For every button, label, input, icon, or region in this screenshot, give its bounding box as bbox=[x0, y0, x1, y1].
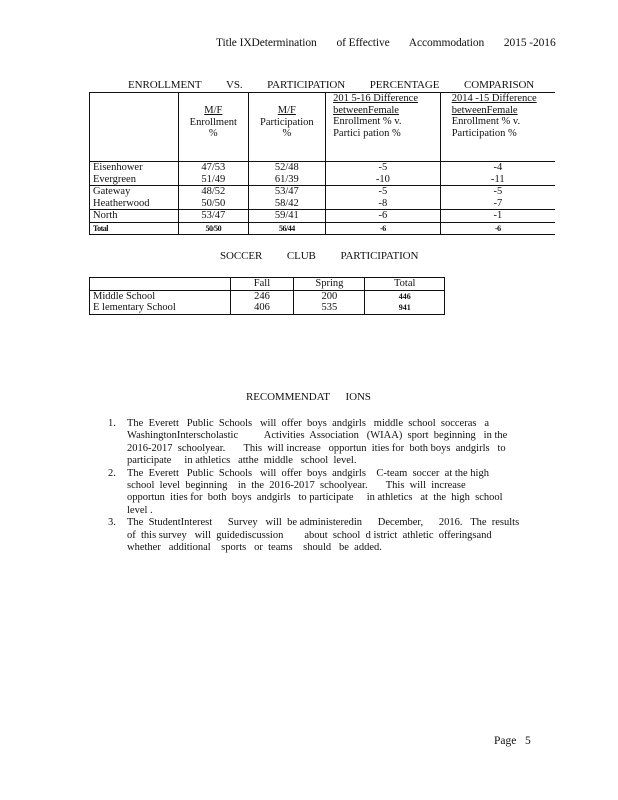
column-header: Spring bbox=[294, 278, 365, 291]
enroll-cell: 53/47 bbox=[178, 210, 248, 223]
rec-line: participate in athletics atthe middle school level. bbox=[127, 455, 357, 467]
diff-2014-cell: -1 bbox=[440, 210, 555, 223]
heading-word: PARTICIPATION bbox=[267, 79, 346, 91]
school-name: Gateway bbox=[90, 186, 179, 198]
diff-2015-cell: -5 bbox=[326, 186, 441, 198]
recommendation-item bbox=[108, 517, 528, 554]
table-row bbox=[90, 174, 556, 186]
header-line: % bbox=[282, 128, 292, 139]
diff-2014-cell: -7 bbox=[440, 198, 555, 210]
table-row bbox=[90, 186, 556, 198]
recommendation-item bbox=[108, 468, 528, 518]
table-row bbox=[90, 290, 445, 302]
header-diff-2014 bbox=[440, 93, 555, 162]
enroll-cell: 50/50 bbox=[178, 198, 248, 210]
school-name: Evergreen bbox=[90, 174, 179, 186]
soccer-header-row bbox=[90, 278, 445, 291]
enroll-cell: 47/53 bbox=[178, 162, 248, 174]
header-line: Enrollment % v. bbox=[451, 116, 521, 127]
enrollment-heading bbox=[128, 79, 556, 91]
table-row bbox=[90, 162, 556, 174]
heading-word: PARTICIPATION bbox=[340, 250, 419, 262]
diff-2014-cell: -5 bbox=[440, 186, 555, 198]
header-mf-enrollment bbox=[178, 93, 248, 162]
document-title bbox=[216, 37, 573, 49]
enroll-cell: 48/52 bbox=[178, 186, 248, 198]
rec-line: The StudentInterest Survey will be administeredin December, 2016. The results bbox=[127, 517, 520, 529]
title-part: of Effective bbox=[336, 37, 390, 49]
partic-cell: 53/47 bbox=[248, 186, 325, 198]
header-line: betweenFemale bbox=[451, 104, 518, 116]
rec-line: level . bbox=[127, 504, 153, 516]
diff-2014-cell: -6 bbox=[440, 222, 555, 235]
school-name: Eisenhower bbox=[90, 162, 179, 174]
recommendation-item bbox=[108, 418, 528, 468]
rec-line: opportun ities for both boys andgirls to participate in athletics at the high school bbox=[127, 492, 503, 504]
diff-2015-cell: -5 bbox=[326, 162, 441, 174]
rec-line: of this survey will guidediscussion about school d istrict athletic offeringsand bbox=[127, 529, 492, 541]
heading-word: CLUB bbox=[286, 250, 316, 262]
column-header bbox=[90, 278, 231, 291]
rec-line: The Everett Public Schools will offer boys andgirls C-team soccer at the high bbox=[127, 467, 489, 479]
enrollment-table bbox=[89, 92, 555, 235]
table-row bbox=[90, 210, 556, 223]
header-line: Participation % bbox=[451, 127, 517, 139]
column-header: Total bbox=[365, 278, 445, 291]
rec-line: WashingtonInterscholastic Activities Association (WIAA) sport beginning in the bbox=[127, 430, 508, 442]
enroll-cell: 51/49 bbox=[178, 174, 248, 186]
fall-cell: 406 bbox=[230, 302, 294, 314]
spring-cell: 200 bbox=[294, 290, 365, 302]
soccer-heading bbox=[220, 250, 440, 262]
enroll-cell: 50/50 bbox=[178, 222, 248, 235]
title-part: Title IXDetermination bbox=[216, 37, 317, 49]
fall-cell: 246 bbox=[230, 290, 294, 302]
row-label: E lementary School bbox=[90, 302, 231, 314]
heading-word: VS. bbox=[226, 79, 243, 91]
school-name: Heatherwood bbox=[90, 198, 179, 210]
soccer-table bbox=[89, 277, 445, 315]
header-mf-participation bbox=[248, 93, 325, 162]
school-name: North bbox=[90, 210, 179, 223]
rec-line: 2016-2017 schoolyear. This will increase opportun ities for both boys andgirls to bbox=[127, 442, 506, 454]
total-label: Total bbox=[90, 222, 179, 235]
header-line: 201 5-16 Difference bbox=[333, 93, 419, 104]
title-part: Accommodation bbox=[408, 37, 485, 49]
header-line: Enrollment bbox=[189, 116, 237, 128]
heading-word: ENROLLMENT bbox=[128, 79, 202, 91]
list-marker: 1. bbox=[108, 418, 116, 429]
header-line: M/F bbox=[277, 105, 296, 116]
spring-cell: 535 bbox=[294, 302, 365, 314]
diff-2014-cell: -11 bbox=[440, 174, 555, 186]
rec-line: The Everett Public Schools will offer boys andgirls middle school socceras a bbox=[127, 418, 489, 429]
header-line: Partici pation % bbox=[333, 127, 401, 139]
heading-word: SOCCER bbox=[220, 250, 263, 262]
diff-2015-cell: -6 bbox=[326, 210, 441, 223]
partic-cell: 59/41 bbox=[248, 210, 325, 223]
table-row bbox=[90, 302, 445, 314]
title-part: 2015 -2016 bbox=[503, 37, 556, 49]
heading-word: PERCENTAGE bbox=[369, 79, 440, 91]
total-row bbox=[90, 222, 556, 235]
recommendations-list bbox=[108, 418, 528, 554]
header-line: Participation bbox=[260, 116, 314, 128]
header-line: % bbox=[208, 128, 218, 139]
diff-2015-cell: -10 bbox=[326, 174, 441, 186]
diff-2015-cell: -6 bbox=[326, 222, 441, 235]
page-number: Page 5 bbox=[494, 735, 531, 747]
header-blank bbox=[90, 93, 179, 162]
total-cell: 941 bbox=[365, 302, 445, 314]
header-line: M/F bbox=[204, 105, 223, 116]
heading-word: COMPARISON bbox=[464, 79, 535, 91]
enrollment-header-row bbox=[90, 93, 556, 162]
partic-cell: 61/39 bbox=[248, 174, 325, 186]
header-line: betweenFemale bbox=[333, 104, 399, 116]
header-line: Enrollment % v. bbox=[333, 116, 402, 127]
partic-cell: 58/42 bbox=[248, 198, 325, 210]
header-line: 2014 -15 Difference bbox=[451, 93, 537, 104]
header-diff-2015 bbox=[326, 93, 441, 162]
list-marker: 3. bbox=[108, 517, 116, 529]
rec-line: school level beginning in the 2016-2017 schoolyear. This will increase bbox=[127, 480, 466, 492]
diff-2015-cell: -8 bbox=[326, 198, 441, 210]
recommendations-heading: RECOMMENDAT IONS bbox=[246, 391, 371, 403]
partic-cell: 52/48 bbox=[248, 162, 325, 174]
row-label: Middle School bbox=[90, 290, 231, 302]
diff-2014-cell: -4 bbox=[440, 162, 555, 174]
list-marker: 2. bbox=[108, 467, 116, 479]
column-header: Fall bbox=[230, 278, 294, 291]
rec-line: whether additional sports or teams should be added. bbox=[127, 542, 382, 554]
total-cell: 446 bbox=[365, 290, 445, 302]
table-row bbox=[90, 198, 556, 210]
partic-cell: 56/44 bbox=[248, 222, 325, 235]
